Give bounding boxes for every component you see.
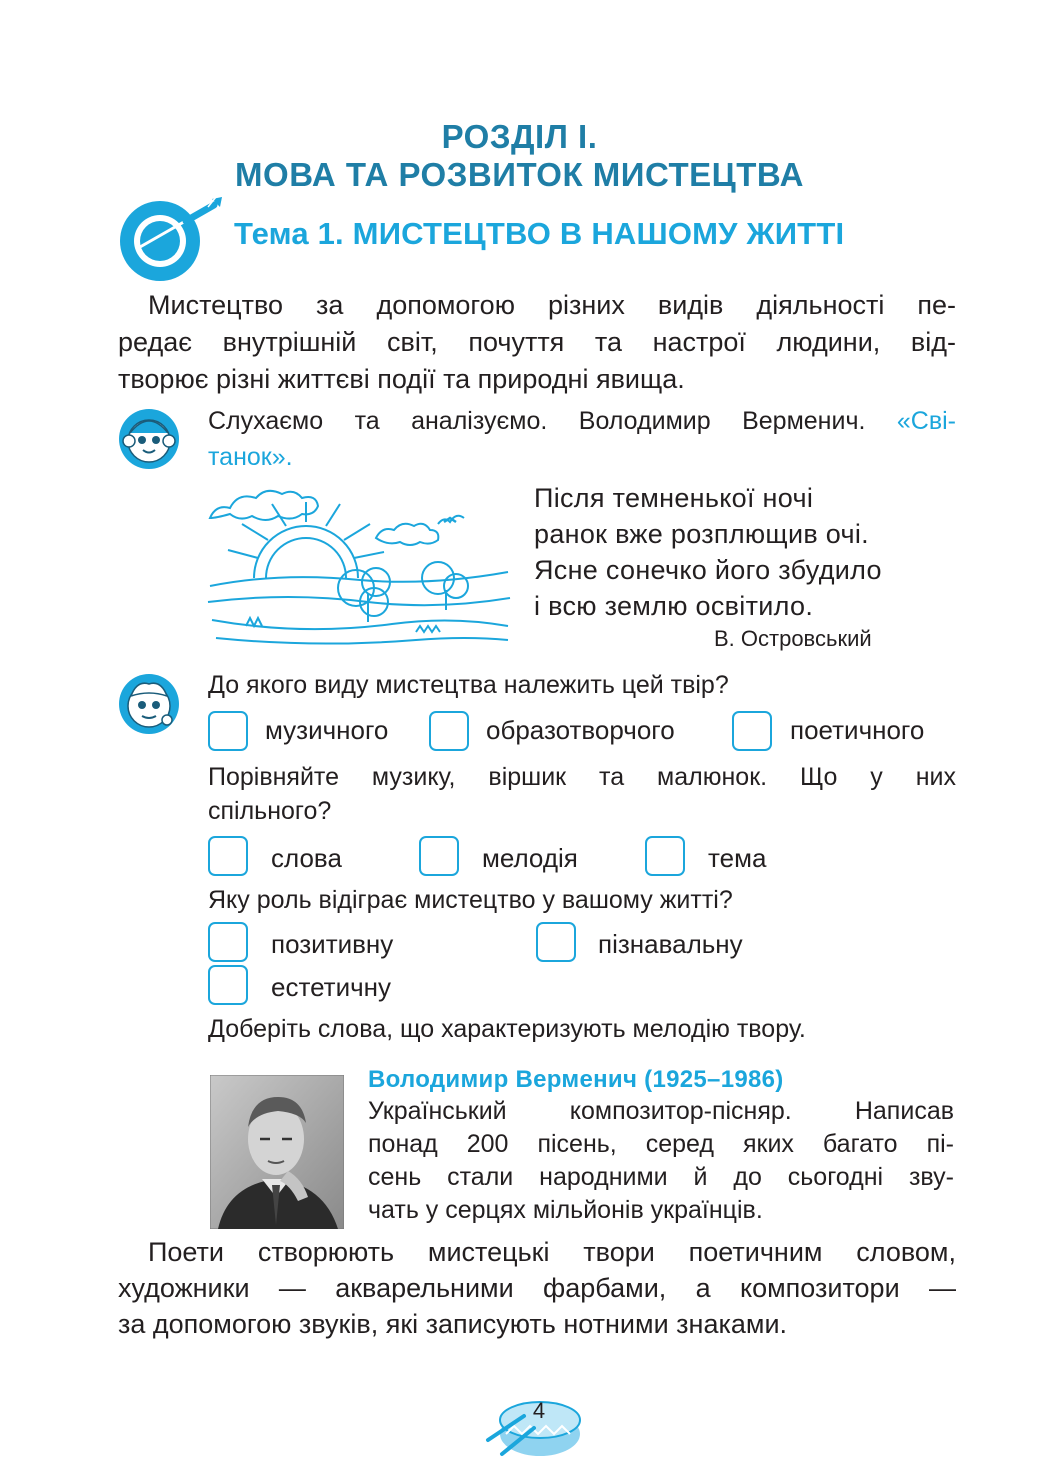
song-title-link: танок». bbox=[208, 443, 293, 471]
option-label: пізнавальну bbox=[598, 929, 743, 959]
closing-line: за допомогою звуків, які записують нотними знаками. bbox=[118, 1309, 788, 1339]
intro-paragraph bbox=[118, 287, 956, 398]
listening-mascot-icon bbox=[117, 407, 181, 471]
question-melody-words: Доберіть слова, що характеризують мелодію твору. bbox=[208, 1015, 806, 1043]
question-line: Порівняйте музику, віршик та малюнок. Що у них bbox=[208, 763, 956, 791]
poem bbox=[534, 480, 882, 624]
composer-name: Володимир Верменич (1925–1986) bbox=[368, 1066, 784, 1093]
listening-task-text: Слухаємо та аналізуємо. Володимир Верменич. bbox=[208, 407, 897, 435]
option-label: образотворчого bbox=[486, 715, 675, 745]
checkbox-positive[interactable] bbox=[208, 922, 248, 962]
option-label: позитивну bbox=[271, 929, 394, 959]
checkbox-theme[interactable] bbox=[645, 836, 685, 876]
poem-line: Ясне сонечко його збудило bbox=[534, 555, 882, 585]
option-label: тема bbox=[708, 843, 767, 873]
checkbox-poetic[interactable] bbox=[732, 711, 772, 751]
checkbox-aesthetic[interactable] bbox=[208, 965, 248, 1005]
closing-line: художники — акварельними фарбами, а композитори — bbox=[118, 1273, 956, 1303]
intro-line: редає внутрішній світ, почуття та настрої людини, від- bbox=[118, 327, 956, 357]
thinking-mascot-icon bbox=[117, 672, 181, 736]
question-role: Яку роль відіграє мистецтво у вашому житті? bbox=[208, 886, 733, 914]
bio-line: сень стали народними й до сьогодні зву- bbox=[368, 1163, 954, 1191]
checkbox-musical[interactable] bbox=[208, 711, 248, 751]
poem-author: В. Островський bbox=[714, 626, 872, 651]
question-line: спільного? bbox=[208, 797, 332, 825]
closing-paragraph bbox=[118, 1234, 956, 1342]
sunrise-illustration bbox=[206, 482, 512, 646]
question-common bbox=[208, 760, 956, 828]
closing-line: Поети створюють мистецькі твори поетичним словом, bbox=[148, 1237, 956, 1267]
banjo-icon bbox=[116, 193, 228, 281]
bio-line: понад 200 пісень, серед яких багато пі- bbox=[368, 1130, 954, 1158]
checkbox-melody[interactable] bbox=[419, 836, 459, 876]
section-heading: РОЗДІЛ І. bbox=[441, 118, 598, 155]
checkbox-words[interactable] bbox=[208, 836, 248, 876]
checkbox-cognitive[interactable] bbox=[536, 922, 576, 962]
option-label: мелодія bbox=[482, 843, 578, 873]
intro-line: творює різні життєві події та природні явища. bbox=[118, 364, 685, 394]
section-subheading: МОВА ТА РОЗВИТОК МИСТЕЦТВА bbox=[235, 156, 804, 193]
page-number: 4 bbox=[532, 1398, 546, 1423]
option-label: естетичну bbox=[271, 972, 392, 1002]
bio-line: чать у серцях мільйонів українців. bbox=[368, 1196, 763, 1224]
listening-task bbox=[208, 403, 956, 475]
composer-portrait bbox=[210, 1075, 344, 1229]
bio-line: Український композитор-пісняр. Написав bbox=[368, 1097, 954, 1125]
poem-line: Після темненької ночі bbox=[534, 483, 814, 513]
option-label: музичного bbox=[265, 715, 389, 745]
composer-bio bbox=[368, 1095, 954, 1227]
option-label: поетичного bbox=[790, 715, 925, 745]
checkbox-visual[interactable] bbox=[429, 711, 469, 751]
option-label: слова bbox=[271, 843, 342, 873]
song-title-link: «Сві- bbox=[896, 407, 956, 435]
topic-title: Тема 1. МИСТЕЦТВО В НАШОМУ ЖИТТІ bbox=[234, 216, 845, 251]
poem-line: ранок вже розплющив очі. bbox=[534, 519, 869, 549]
intro-line: Мистецтво за допомогою різних видів діяльності пе- bbox=[148, 290, 956, 320]
question-art-type: До якого виду мистецтва належить цей твір? bbox=[208, 671, 729, 699]
poem-line: і всю землю освітило. bbox=[534, 591, 814, 621]
